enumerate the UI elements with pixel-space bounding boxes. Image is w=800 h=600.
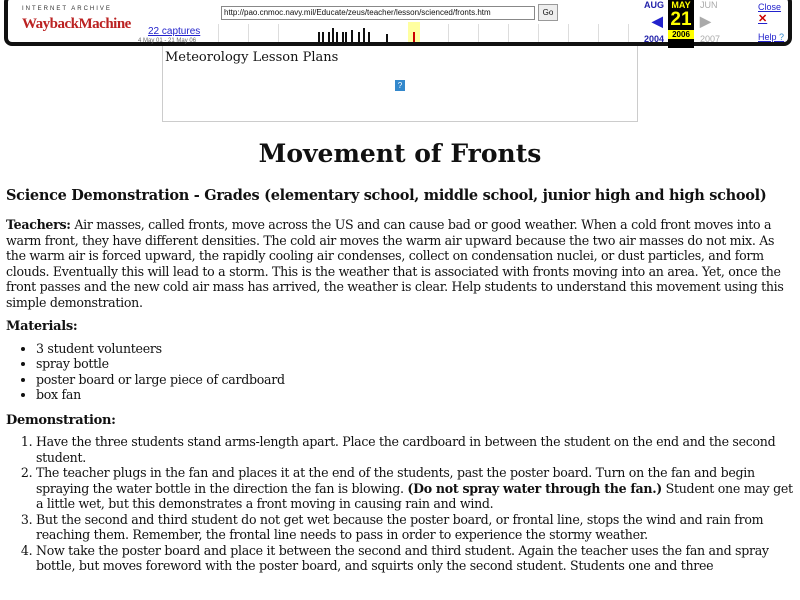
- current-month: MAY: [671, 0, 691, 10]
- materials-list: [6, 341, 796, 403]
- step-text: The teacher plugs in the fan and places it at the end of the students, past the poster board. Turn on the fan and begin spraying the water bottle in the direction the fan is blowing.: [36, 465, 755, 496]
- help-label[interactable]: Help: [758, 32, 777, 42]
- current-day: 21: [670, 9, 692, 30]
- missing-image-icon: ?: [395, 80, 405, 91]
- list-item: • spray bottle: [36, 356, 796, 372]
- next-year: 2007: [700, 34, 721, 44]
- help-icon[interactable]: ?: [779, 32, 785, 42]
- list-item: 4. Now take the poster board and place it between the second and third student. Again the teacher uses the fan and spray bottle, but moves foreword with the poster board, and squirts only the second student. Students one and three: [36, 543, 796, 574]
- capture-timeline[interactable]: [218, 22, 633, 42]
- subtitle: Science Demonstration - Grades (elementary school, middle school, junior high and high school): [6, 187, 767, 204]
- site-header: [162, 46, 638, 122]
- close-label[interactable]: Close: [758, 2, 782, 12]
- next-month: JUN: [700, 0, 718, 10]
- list-item: 3. But the second and third student do not get wet because the poster board, or frontal line, stops the wind and rain from reaching them. Remember, the frontal line needs to pass in order to experience the stormy weather.: [36, 512, 796, 543]
- teachers-label: Teachers:: [6, 217, 71, 232]
- current-year: 2006: [668, 30, 694, 39]
- prev-arrow-icon[interactable]: ◀: [652, 13, 663, 29]
- prev-month[interactable]: AUG: [644, 0, 664, 10]
- prev-year[interactable]: 2004: [644, 34, 665, 44]
- list-item: • 3 student volunteers: [36, 341, 796, 357]
- steps-list: [6, 434, 796, 574]
- url-input[interactable]: http://pao.cnmoc.navy.mil/Educate/zeus/teacher/lesson/scienced/fronts.htm: [221, 6, 535, 20]
- site-title: Meteorology Lesson Plans: [165, 50, 339, 65]
- demonstration-heading: Demonstration:: [6, 412, 116, 428]
- step-warning: (Do not spray water through the fan.): [407, 480, 662, 496]
- wayback-logo[interactable]: WaybackMachine: [22, 16, 131, 32]
- captures-range: 4 May 01 - 21 May 06: [138, 38, 197, 44]
- materials-heading: Materials:: [6, 319, 78, 334]
- captures-link[interactable]: 22 captures: [148, 26, 201, 37]
- wayback-toolbar: [4, 0, 792, 46]
- list-item: [36, 465, 796, 512]
- help-link[interactable]: [758, 32, 784, 42]
- step-text-tail: Student one may get a little wet, but this demonstrates a front moving in causing rain and wind.: [36, 480, 793, 511]
- teachers-text: Air masses, called fronts, move across the US and can cause bad or good weather. When a cold front moves into a warm front, they have different densities. The cold air moves the warm air upward because the two air masses do not mix. As the warm air is forced upward, the rapidly cooling air condenses, collect on condensation nuclei, or dust particles, and form clouds. Eventually this will lead to a storm. This is the weather that is associated with fronts moving into an area. Yet, once the front passes and the new cold air mass has arrived, the weather is clear. Help students to understand this movement using this simple demonstration.: [6, 217, 784, 310]
- close-link[interactable]: [758, 2, 788, 25]
- archive-label: INTERNET ARCHIVE: [22, 6, 112, 12]
- list-item: • poster board or large piece of cardboard: [36, 372, 796, 388]
- list-item: • box fan: [36, 387, 796, 403]
- teachers-paragraph: [6, 217, 796, 310]
- list-item: 1. Have the three students stand arms-length apart. Place the cardboard in between the student on the end and the second student.: [36, 434, 796, 465]
- close-icon[interactable]: ✕: [758, 13, 768, 25]
- next-arrow-icon: ▶: [700, 13, 711, 29]
- current-date: [668, 0, 694, 48]
- lesson-content: [6, 186, 796, 584]
- go-button[interactable]: Go: [538, 4, 558, 21]
- page-title: Movement of Fronts: [258, 139, 542, 168]
